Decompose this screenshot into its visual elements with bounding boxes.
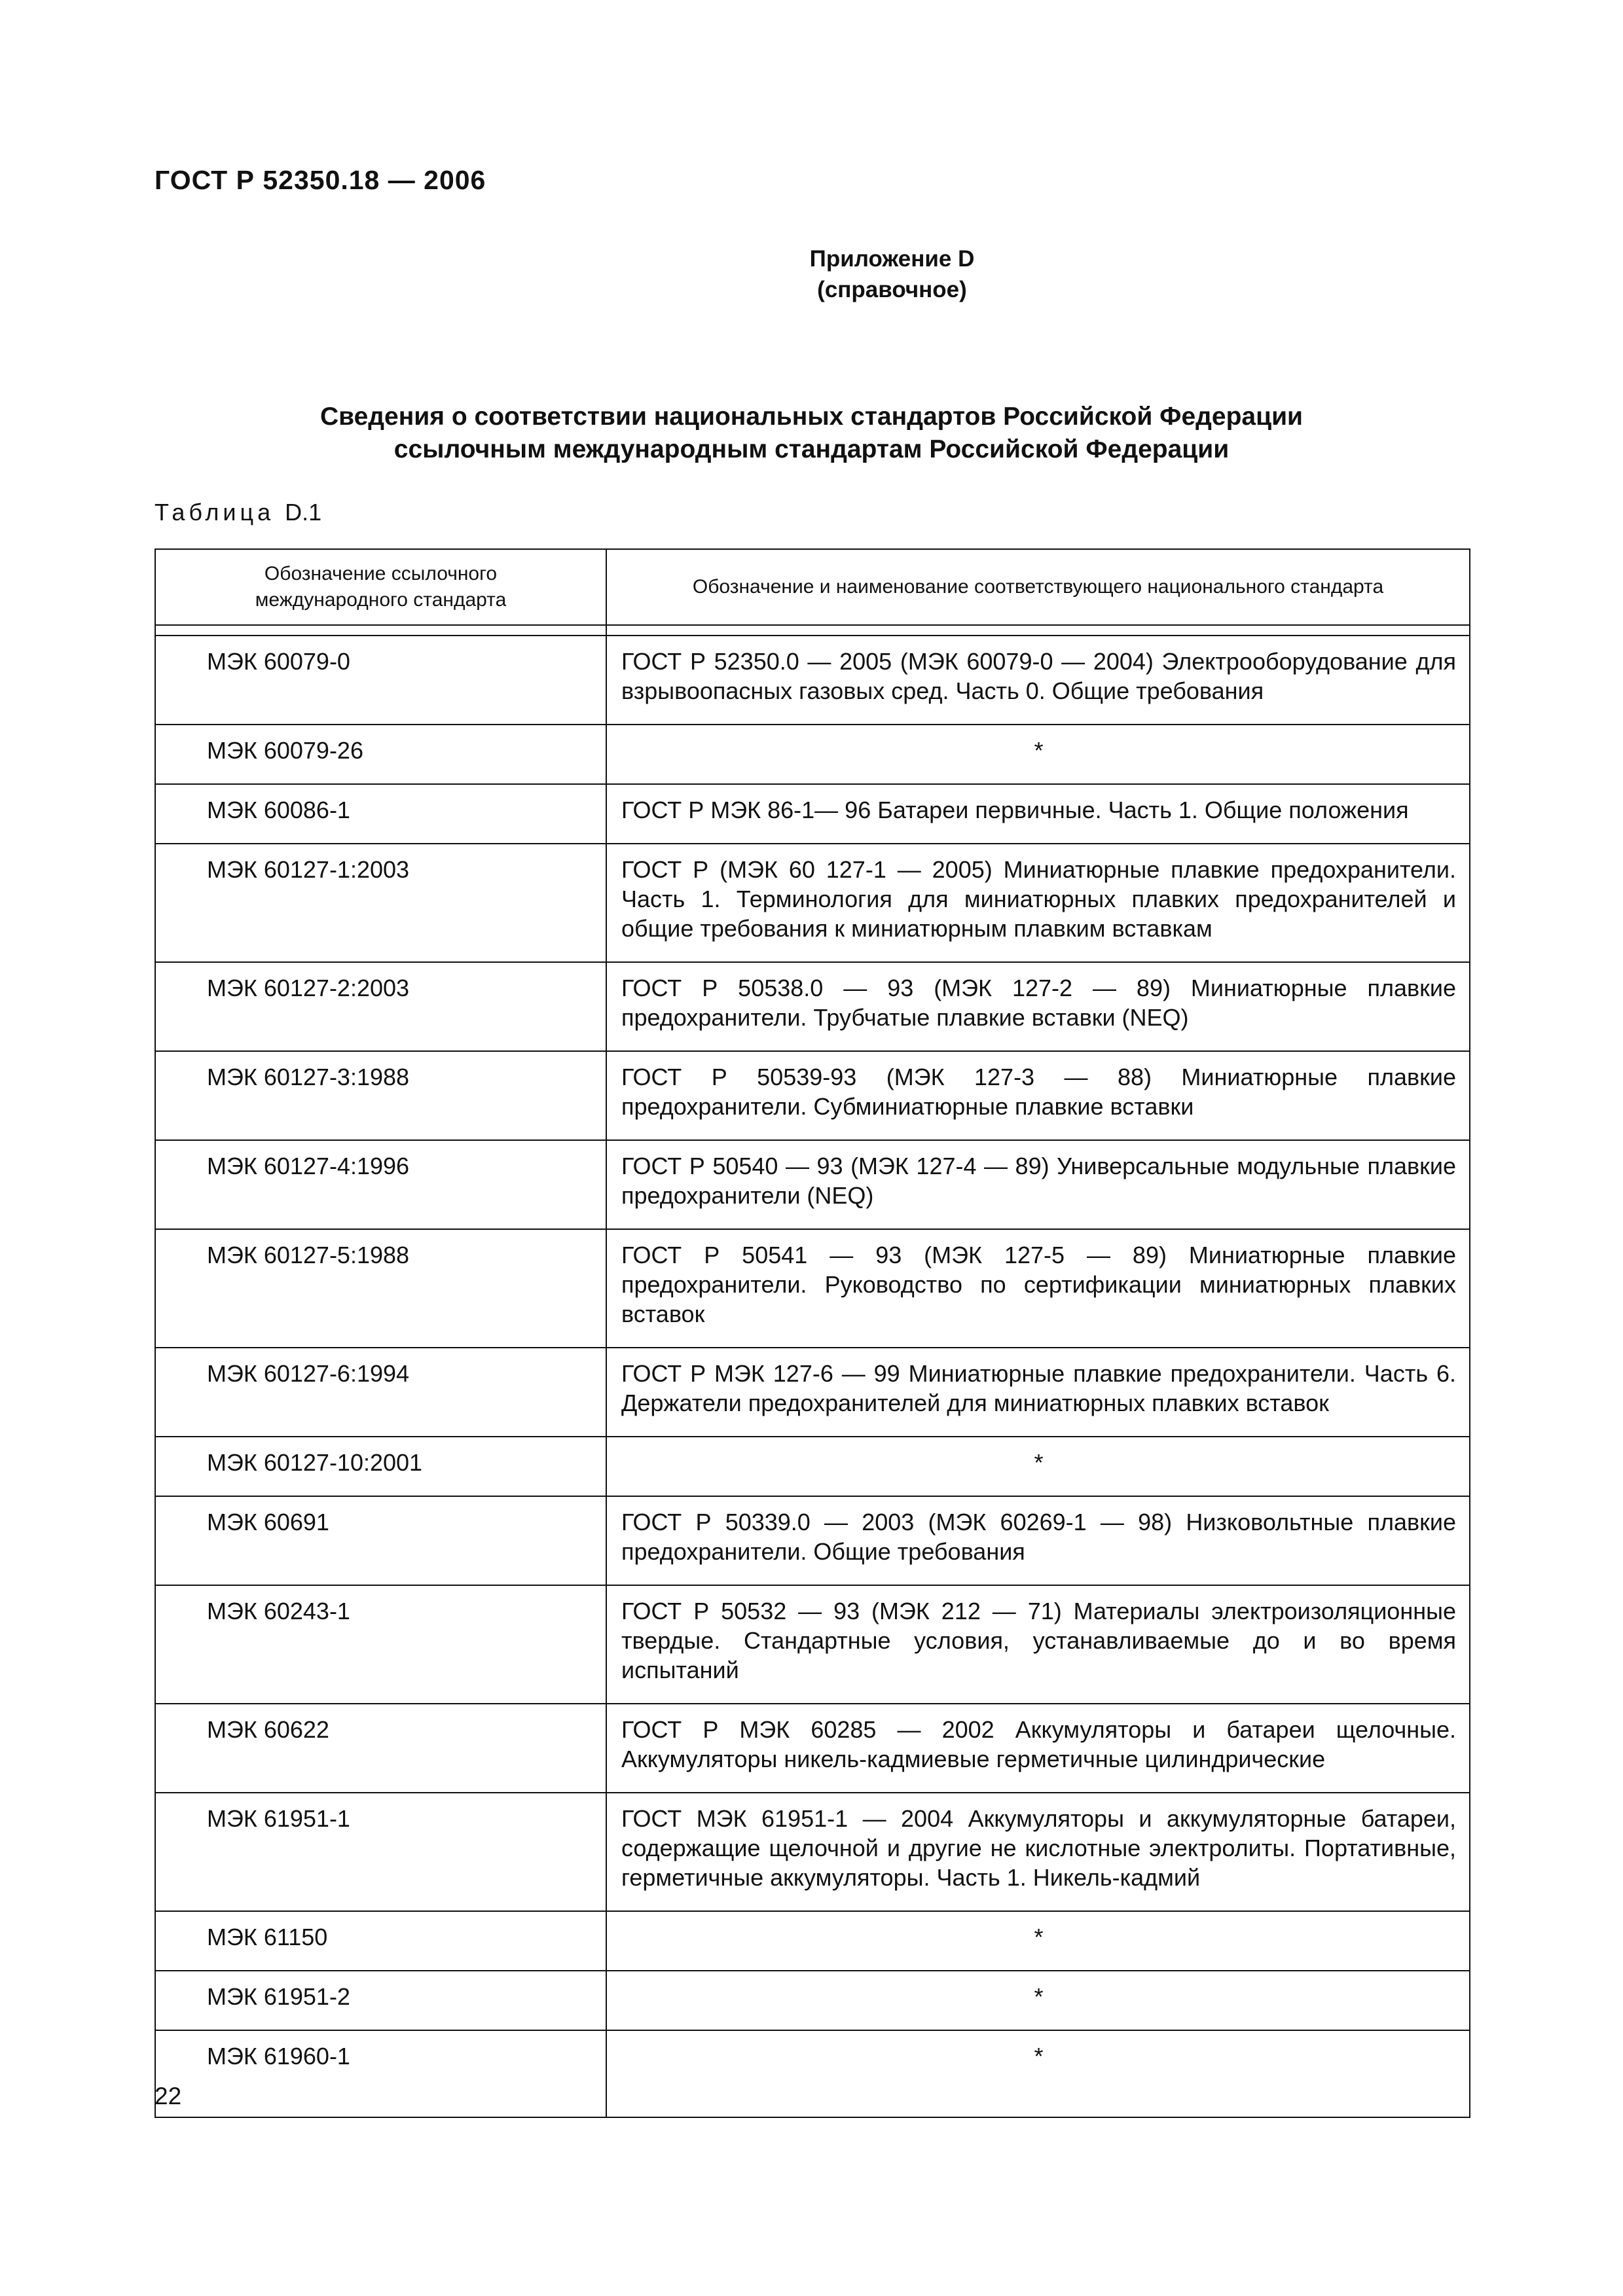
table-row	[155, 1437, 1470, 1496]
reference-standard-cell: МЭК 60243-1	[155, 1585, 606, 1704]
header-separator	[155, 625, 1470, 636]
national-standard-cell: ГОСТ Р МЭК 86-1— 96 Батареи первичные. Часть 1. Общие положения	[606, 784, 1470, 844]
national-standard-cell: ГОСТ Р МЭК 127-6 — 99 Миниатюрные плавкие предохранители. Часть 6. Держатели предохранителей для миниатюрных плавких вставок	[606, 1348, 1470, 1437]
reference-standard-cell: МЭК 60127-3:1988	[155, 1051, 606, 1140]
table-label	[155, 499, 321, 526]
national-standard-cell: ГОСТ Р 52350.0 — 2005 (МЭК 60079-0 — 2004) Электрооборудование для взрывоопасных газовых сред. Часть 0. Общие требования	[606, 636, 1470, 725]
table-row	[155, 1348, 1470, 1437]
section-title-line-1: Сведения о соответствии национальных стандартов Российской Федерации	[319, 403, 1304, 431]
reference-standard-cell: МЭК 60691	[155, 1496, 606, 1585]
national-standard-cell: ГОСТ Р МЭК 60285 — 2002 Аккумуляторы и батареи щелочные. Аккумуляторы никель-кадмиевые герметичные цилиндрические	[606, 1704, 1470, 1793]
national-standard-cell: ГОСТ Р 50541 — 93 (МЭК 127-5 — 89) Миниатюрные плавкие предохранители. Руководство по сертификации миниатюрных плавких вставок	[606, 1229, 1470, 1348]
national-standard-cell: ГОСТ Р 50538.0 — 93 (МЭК 127-2 — 89) Миниатюрные плавкие предохранители. Трубчатые плавкие вставки (NEQ)	[606, 962, 1470, 1051]
table-row	[155, 1051, 1470, 1140]
national-standard-cell: *	[606, 1437, 1470, 1496]
section-title-line-2: ссылочным международным стандартам Российской Федерации	[393, 435, 1230, 463]
reference-standard-cell: МЭК 60079-0	[155, 636, 606, 725]
reference-standard-cell: МЭК 61951-1	[155, 1793, 606, 1911]
reference-standard-cell: МЭК 60127-2:2003	[155, 962, 606, 1051]
national-standard-cell: ГОСТ Р 50539-93 (МЭК 127-3 — 88) Миниатюрные плавкие предохранители. Субминиатюрные плавкие вставки	[606, 1051, 1470, 1140]
table-row	[155, 1793, 1470, 1911]
table-row	[155, 1704, 1470, 1793]
national-standard-cell: *	[606, 1911, 1470, 1971]
appendix-type: (справочное)	[817, 277, 967, 302]
header-national-standard: Обозначение и наименование соответствующего национального стандарта	[606, 549, 1470, 625]
national-standard-cell: ГОСТ МЭК 61951-1 — 2004 Аккумуляторы и аккумуляторные батареи, содержащие щелочной и другие не кислотные электролиты. Портативные, герметичные аккумуляторы. Часть 1. Никель-кадмий	[606, 1793, 1470, 1911]
national-standard-cell: *	[606, 2030, 1470, 2117]
appendix-title: Приложение D	[809, 246, 975, 272]
reference-standard-cell: МЭК 60622	[155, 1704, 606, 1793]
reference-standard-cell: МЭК 60127-6:1994	[155, 1348, 606, 1437]
header-reference-standard: Обозначение ссылочного международного стандарта	[155, 549, 606, 625]
reference-standard-cell: МЭК 60127-10:2001	[155, 1437, 606, 1496]
section-title	[155, 401, 1468, 466]
table-row	[155, 2030, 1470, 2117]
national-standard-cell: ГОСТ Р 50540 — 93 (МЭК 127-4 — 89) Универсальные модульные плавкие предохранители (NEQ)	[606, 1140, 1470, 1229]
table-row	[155, 1229, 1470, 1348]
reference-standard-cell: МЭК 60127-5:1988	[155, 1229, 606, 1348]
reference-standard-cell: МЭК 61951-2	[155, 1971, 606, 2030]
table-row	[155, 784, 1470, 844]
table-header-row	[155, 549, 1470, 625]
table-row	[155, 1971, 1470, 2030]
table-row	[155, 844, 1470, 962]
reference-standard-cell: МЭК 60127-1:2003	[155, 844, 606, 962]
table-row	[155, 1585, 1470, 1704]
table-row	[155, 725, 1470, 784]
national-standard-cell: ГОСТ Р 50532 — 93 (МЭК 212 — 71) Материалы электроизоляционные твердые. Стандартные условия, устанавливаемые до и во время испытаний	[606, 1585, 1470, 1704]
reference-standard-cell: МЭК 60079-26	[155, 725, 606, 784]
national-standard-cell: *	[606, 725, 1470, 784]
national-standard-cell: ГОСТ Р 50339.0 — 2003 (МЭК 60269-1 — 98) Низковольтные плавкие предохранители. Общие требования	[606, 1496, 1470, 1585]
reference-standard-cell: МЭК 60127-4:1996	[155, 1140, 606, 1229]
standards-correspondence-table	[155, 548, 1470, 2118]
page-number: 22	[155, 2083, 182, 2109]
reference-standard-cell: МЭК 61960-1	[155, 2030, 606, 2117]
appendix-heading	[0, 243, 1623, 305]
table-row	[155, 1911, 1470, 1971]
table-body	[155, 636, 1470, 2117]
table-row	[155, 1496, 1470, 1585]
table-row	[155, 1140, 1470, 1229]
national-standard-cell: *	[606, 1971, 1470, 2030]
table-label-word: Таблица	[155, 499, 275, 526]
table-row	[155, 962, 1470, 1051]
table-label-number: D.1	[285, 499, 322, 526]
reference-standard-cell: МЭК 61150	[155, 1911, 606, 1971]
national-standard-cell: ГОСТ Р (МЭК 60 127-1 — 2005) Миниатюрные плавкие предохранители. Часть 1. Терминология для миниатюрных плавких предохранителей и общие требования к миниатюрным плавким вставкам	[606, 844, 1470, 962]
document-code: ГОСТ Р 52350.18 — 2006	[155, 165, 486, 195]
reference-standard-cell: МЭК 60086-1	[155, 784, 606, 844]
table-row	[155, 636, 1470, 725]
